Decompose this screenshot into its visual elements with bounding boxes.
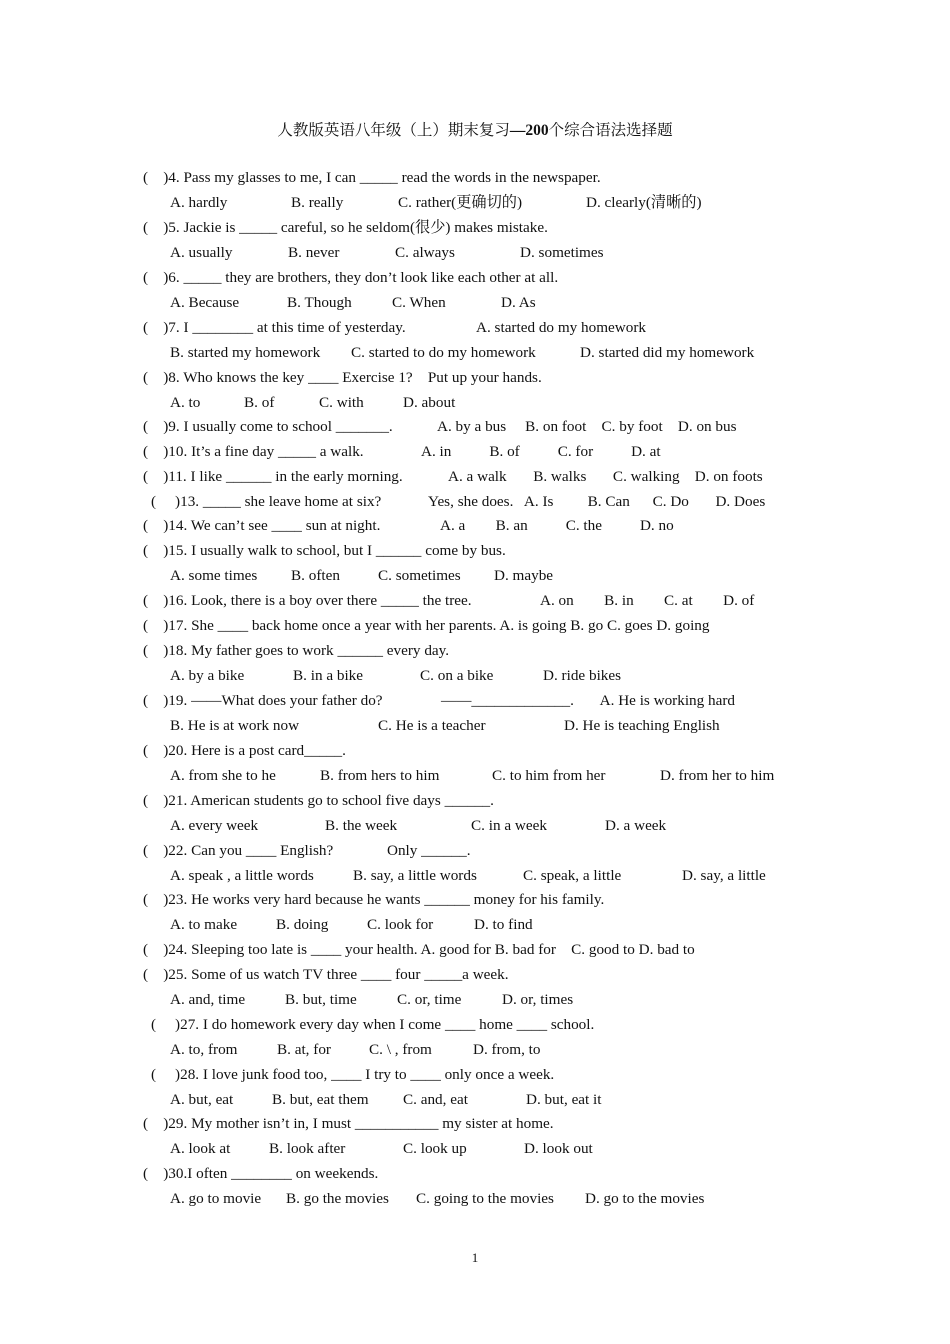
- answer-option: D. clearly(清晰的): [586, 194, 702, 211]
- answer-option: A. from she to he: [170, 767, 276, 784]
- question-text: ( )11. I like ______ in the early morning.: [143, 468, 403, 485]
- question-options: [0, 292, 950, 314]
- question-options: [0, 1039, 950, 1061]
- answer-option: B. but, eat them: [272, 1091, 369, 1108]
- question-stem: [0, 540, 950, 562]
- answer-option: B. of: [244, 394, 275, 411]
- question-text: ( )22. Can you ____ English?: [143, 842, 334, 859]
- question-text: ( )16. Look, there is a boy over there _____ the tree.: [143, 592, 472, 609]
- question-text: ( )4. Pass my glasses to me, I can _____ read the words in the newspaper.: [143, 169, 601, 186]
- question-stem: [0, 939, 950, 961]
- question-stem: [0, 491, 950, 513]
- question-stem: [0, 317, 950, 339]
- question-options: [0, 392, 950, 414]
- answer-option: D. started did my homework: [580, 344, 755, 361]
- answer-option: A. to, from: [170, 1041, 238, 1058]
- answer-option: C. \ , from: [369, 1041, 432, 1058]
- inline-options: A. a B. an C. the D. no: [440, 517, 674, 534]
- answer-option: C. going to the movies: [416, 1190, 554, 1207]
- answer-option: D. ride bikes: [543, 667, 622, 684]
- question-stem: [0, 1064, 950, 1086]
- answer-option: B. look after: [269, 1140, 346, 1157]
- question-stem: [0, 740, 950, 762]
- question-text: ( )7. I ________ at this time of yesterday.: [143, 319, 406, 336]
- answer-option: D. but, eat it: [526, 1091, 602, 1108]
- answer-option: C. and, eat: [403, 1091, 468, 1108]
- answer-option: D. go to the movies: [585, 1190, 705, 1207]
- question-stem: [0, 840, 950, 862]
- answer-option: C. look for: [367, 916, 434, 933]
- question-text: ( )27. I do homework every day when I come ____ home ____ school.: [151, 1016, 595, 1033]
- question-options: [0, 565, 950, 587]
- question-stem: [0, 367, 950, 389]
- title-prefix: 人教版英语八年级（上）期末复习: [277, 122, 510, 139]
- answer-option: D. As: [501, 294, 536, 311]
- answer-option: A. but, eat: [170, 1091, 234, 1108]
- question-text: ( )23. He works very hard because he wants ______ money for his family.: [143, 891, 605, 908]
- answer-option: C. in a week: [471, 817, 547, 834]
- answer-option: A. go to movie: [170, 1190, 262, 1207]
- question-options: [0, 1188, 950, 1210]
- answer-option: D. a week: [605, 817, 667, 834]
- answer-option: C. with: [319, 394, 364, 411]
- question-text: ( )30.I often ________ on weekends.: [143, 1165, 379, 1182]
- question-stem: [0, 690, 950, 712]
- question-stem: [0, 466, 950, 488]
- answer-option: B. doing: [276, 916, 329, 933]
- question-stem: [0, 515, 950, 537]
- answer-option: B. from hers to him: [320, 767, 440, 784]
- answer-option: C. started to do my homework: [351, 344, 536, 361]
- answer-option: A. and, time: [170, 991, 246, 1008]
- question-options: [0, 1089, 950, 1111]
- question-options: [0, 1138, 950, 1160]
- answer-option: D. look out: [524, 1140, 593, 1157]
- answer-option: D. from her to him: [660, 767, 775, 784]
- answer-option: B. He is at work now: [170, 717, 300, 734]
- answer-option: A. to make: [170, 916, 238, 933]
- answer-option: C. on a bike: [420, 667, 494, 684]
- question-text: ( )8. Who knows the key ____ Exercise 1? Put up your hands.: [143, 369, 542, 386]
- question-options: [0, 815, 950, 837]
- question-text: ( )21. American students go to school five days ______.: [143, 792, 494, 809]
- inline-options: Yes, she does. A. Is B. Can C. Do D. Does: [428, 493, 766, 510]
- answer-option: C. or, time: [397, 991, 462, 1008]
- question-options: [0, 715, 950, 737]
- answer-option: B. often: [291, 567, 340, 584]
- question-text: ( )28. I love junk food too, ____ I try to ____ only once a week.: [151, 1066, 555, 1083]
- answer-option: A. Because: [170, 294, 240, 311]
- question-stem: [0, 889, 950, 911]
- answer-option: C. rather(更确切的): [398, 194, 522, 211]
- answer-option: B. never: [288, 244, 340, 261]
- answer-option: D. say, a little: [682, 867, 766, 884]
- answer-option: C. sometimes: [378, 567, 461, 584]
- question-options: [0, 665, 950, 687]
- question-stem: [0, 441, 950, 463]
- question-text: ( )10. It’s a fine day _____ a walk.: [143, 443, 364, 460]
- answer-option: A. look at: [170, 1140, 231, 1157]
- answer-option: C. speak, a little: [523, 867, 622, 884]
- question-text: ( )13. _____ she leave home at six?: [151, 493, 382, 510]
- question-stem: [0, 167, 950, 189]
- answer-option: D. to find: [474, 916, 533, 933]
- question-text: ( )5. Jackie is _____ careful, so he seldom(很少) makes mistake.: [143, 219, 548, 236]
- question-text: ( )29. My mother isn’t in, I must ___________ my sister at home.: [143, 1115, 554, 1132]
- question-stem: [0, 1113, 950, 1135]
- answer-option: B. at, for: [277, 1041, 331, 1058]
- answer-option: B. go the movies: [286, 1190, 389, 1207]
- answer-option: A. by a bike: [170, 667, 245, 684]
- answer-option: D. or, times: [502, 991, 574, 1008]
- question-stem: [0, 964, 950, 986]
- answer-option: B. but, time: [285, 991, 357, 1008]
- answer-option: D. maybe: [494, 567, 554, 584]
- inline-options: A. in B. of C. for D. at: [421, 443, 661, 460]
- question-options: [0, 242, 950, 264]
- answer-option: B. Though: [287, 294, 352, 311]
- question-stem: [0, 615, 950, 637]
- answer-option: C. look up: [403, 1140, 467, 1157]
- answer-option: A. to: [170, 394, 201, 411]
- answer-option: D. from, to: [473, 1041, 541, 1058]
- page-title: [0, 118, 950, 140]
- question-text: ( )9. I usually come to school _______.: [143, 418, 393, 435]
- answer-option: B. say, a little words: [353, 867, 477, 884]
- answer-option: A. speak , a little words: [170, 867, 314, 884]
- question-stem: [0, 790, 950, 812]
- question-options: [0, 865, 950, 887]
- question-stem: [0, 1163, 950, 1185]
- question-options: [0, 914, 950, 936]
- answer-option: B. really: [291, 194, 344, 211]
- question-stem: [0, 416, 950, 438]
- title-bold: —200: [509, 122, 549, 139]
- question-options: [0, 765, 950, 787]
- answer-option: D. about: [403, 394, 456, 411]
- question-stem: [0, 590, 950, 612]
- inline-options: A. a walk B. walks C. walking D. on foots: [448, 468, 763, 485]
- answer-option: A. hardly: [170, 194, 228, 211]
- question-stem: [0, 1014, 950, 1036]
- answer-option: B. in a bike: [293, 667, 364, 684]
- answer-option: C. He is a teacher: [378, 717, 486, 734]
- question-text: ( )24. Sleeping too late is ____ your health. A. good for B. bad for C. good to D. bad to: [143, 941, 695, 958]
- question-stem: [0, 217, 950, 239]
- answer-option: A. some times: [170, 567, 258, 584]
- page-number: 1: [471, 1250, 479, 1265]
- answer-option: C. always: [395, 244, 455, 261]
- question-stem: [0, 267, 950, 289]
- question-text: ( )25. Some of us watch TV three ____ four _____a week.: [143, 966, 509, 983]
- question-options: [0, 342, 950, 364]
- answer-option: B. the week: [325, 817, 398, 834]
- answer-option: A. every week: [170, 817, 259, 834]
- answer-option: C. When: [392, 294, 446, 311]
- answer-option: B. started my homework: [170, 344, 321, 361]
- question-text: ( )14. We can’t see ____ sun at night.: [143, 517, 381, 534]
- inline-options: Only ______.: [387, 842, 471, 859]
- question-options: [0, 192, 950, 214]
- title-suffix: 个综合语法选择题: [548, 122, 673, 139]
- inline-options: ——_____________. A. He is working hard: [441, 692, 736, 709]
- inline-options: A. by a bus B. on foot C. by foot D. on bus: [437, 418, 737, 435]
- question-text: ( )15. I usually walk to school, but I ______ come by bus.: [143, 542, 506, 559]
- answer-option: D. sometimes: [520, 244, 604, 261]
- question-text: ( )20. Here is a post card_____.: [143, 742, 346, 759]
- question-text: ( )18. My father goes to work ______ every day.: [143, 642, 450, 659]
- answer-option: C. to him from her: [492, 767, 606, 784]
- question-stem: [0, 640, 950, 662]
- answer-option: D. He is teaching English: [564, 717, 720, 734]
- inline-options: A. on B. in C. at D. of: [540, 592, 755, 609]
- inline-options: A. started do my homework: [476, 319, 646, 336]
- question-options: [0, 989, 950, 1011]
- answer-option: A. usually: [170, 244, 233, 261]
- question-text: ( )6. _____ they are brothers, they don’t look like each other at all.: [143, 269, 559, 286]
- question-text: ( )17. She ____ back home once a year with her parents. A. is going B. go C. goes D. going: [143, 617, 710, 634]
- question-text: ( )19. ——What does your father do?: [143, 692, 383, 709]
